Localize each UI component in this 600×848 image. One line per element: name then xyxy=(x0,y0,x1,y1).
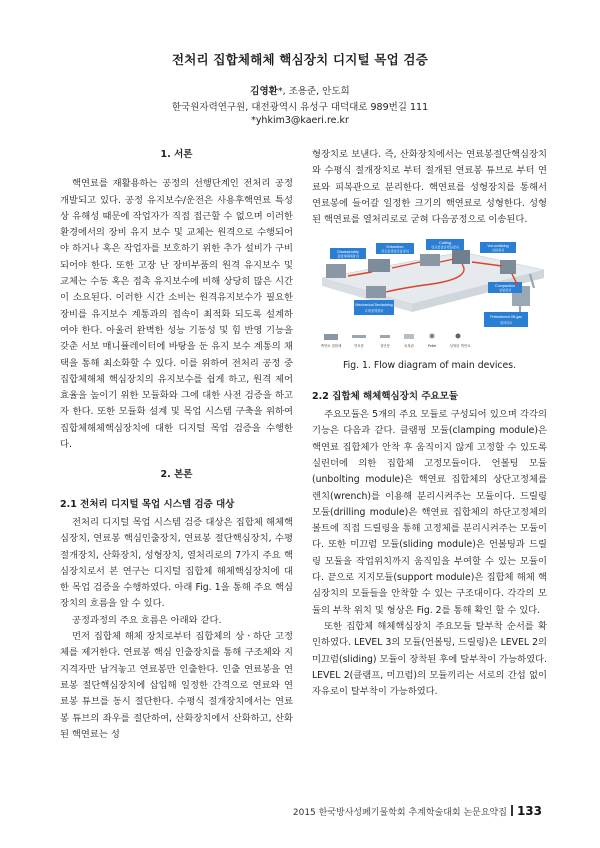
svg-text:성형장치: 성형장치 xyxy=(498,288,512,293)
right-column xyxy=(312,147,547,700)
legend-label: 피복관 xyxy=(404,344,414,349)
device-decladding xyxy=(366,286,386,298)
svg-text:Disassembly: Disassembly xyxy=(337,250,359,255)
corresponding-mark: * xyxy=(277,86,283,97)
section-2-1-paragraph-3-continued: 형장치로 보낸다. 즉, 산화장치에서는 연료봉절단핵심장치와 수평식 절개장치로 부터 절개된 연료봉 튜브로 부터 연료와 피복관으로 분리한다. 핵연료를 성형장치를 통해서 연료봉에 들어갈 일정한 크기의 핵연료로 성형한다. 성형된 핵연료를 열처리로로 굳혀 다음공정으로 이송된다. xyxy=(312,149,547,226)
section-2-1-paragraph-2: 공정과정의 주요 흐름은 아래와 같다. xyxy=(72,614,222,626)
legend-label: Pellet xyxy=(427,344,437,349)
co-authors: , 조용준, 안도희 xyxy=(282,86,350,97)
affiliation: 한국원자력연구원, 대전광역시 유성구 대덕대로 989번길 111 xyxy=(171,102,429,113)
label-box-extraction xyxy=(376,243,414,254)
left-column xyxy=(60,147,293,743)
label-box-disassembly xyxy=(330,248,366,259)
lead-author: 김영환 xyxy=(250,86,278,97)
section-2-1-paragraph-1: 전처리 디지털 목업 시스템 검증 대상은 집합체 해체핵심장치, 연료봉 핵심인출장치, 연료봉 절단핵심장치, 수평절개장치, 산화장치, 성형장치, 열처리로의 7가지 주요 핵심장치로서 본 연구는 디지털 집합체 해체핵심장치에 대한 목업 검증을 수행하였다. 아래 Fig. 1을 통해 주요 핵심장치의 흐름을 알 수 있다. xyxy=(60,516,293,610)
svg-text:수평절개장치: 수평절개장치 xyxy=(364,309,384,314)
label-box-off-gas xyxy=(484,312,528,327)
legend-swatch-compacted xyxy=(456,334,461,339)
svg-text:집합체해체장치: 집합체해체장치 xyxy=(337,254,359,259)
legend-swatch-assembly xyxy=(324,334,338,340)
svg-text:Mechanical Decladding: Mechanical Decladding xyxy=(355,303,393,308)
intro-heading: 1. 서론 xyxy=(160,149,193,160)
label-box-vol-oxidizing xyxy=(480,242,516,253)
device-oxidizer xyxy=(452,250,470,264)
svg-text:산화장치: 산화장치 xyxy=(491,248,505,253)
svg-text:연료봉절단핵심장치: 연료봉절단핵심장치 xyxy=(431,245,459,250)
svg-text:Vol-oxidizing: Vol-oxidizing xyxy=(487,244,509,249)
page-footer xyxy=(293,804,542,818)
legend-swatch-rod xyxy=(352,335,366,338)
flow-diagram-svg xyxy=(312,234,547,354)
svg-text:Cutting: Cutting xyxy=(438,241,452,246)
legend-label: 연료봉 xyxy=(354,344,364,349)
page-number: 133 xyxy=(516,804,542,818)
label-box-decladding xyxy=(354,300,394,315)
author-email: *yhkim3@kaeri.re.kr xyxy=(251,115,349,126)
section-2-2-heading: 2.2 집합체 해체핵심장치 주요모듈 xyxy=(312,390,459,402)
section-2-1-paragraph-3: 먼저 집합체 해체 장치로부터 집합체의 상ㆍ하단 고정체를 제거한다. 연료봉 핵심 인출장치를 통해 구조체와 지지격자만 남겨놓고 연료봉만 인출한다. 인출 연료봉을 연료봉 절단핵심장치에 삽입해 일정한 간격으로 연료와 연료봉 튜브를 동시 절단한다. 수평식 절개장치에서는 연료봉 튜브의 좌우를 절단하여, 산화장치에서 산화하고, 산화된 핵연료는 성 xyxy=(60,631,293,740)
section-2-2-paragraph-1: 주요모듈은 5개의 주요 모듈로 구성되어 있으며 각각의 기능은 다음과 같다. 클램핑 모듈(clamping module)은 핵연료 집합체가 안착 후 움직이지 않게 고정할 수 있도록 실린더에 의한 집합체 고정모듈이다. 언볼팅 모듈(unbolting module)은 핵연료 집합체의 상단고정체를 렌치(wrench)를 이용해 분리시켜주는 모듈이다. 드릴링 모듈(drilling module)은 핵연료 집합체의 하단고정체의 볼트에 직접 드릴링을 통해 고정체를 분리시켜주는 모듈이다. 또한 미끄럼 모듈(sliding module)은 언볼팅과 드릴링 모듈을 작업위치까지 움직임을 부여할 수 있는 모듈이다. 끝으로 지지모듈(support module)은 집합체 해체 핵심장치의 모듈들을 안착할 수 있는 구조대이다. 각각의 모듈의 부착 위치 및 형상은 Fig. 2를 통해 확인 할 수 있다. xyxy=(312,409,547,616)
legend-label: 핵연료 집합체 xyxy=(320,344,342,349)
author-line xyxy=(0,83,600,97)
legend-swatch-cut-rod xyxy=(380,335,390,338)
body-heading: 2. 본론 xyxy=(160,469,193,481)
legend-label: 성형된 핵연료 xyxy=(449,344,471,349)
svg-text:연료봉핵심인출장치: 연료봉핵심인출장치 xyxy=(381,249,409,254)
figure-caption: Fig. 1. Flow diagram of main devices. xyxy=(342,360,517,372)
legend-label: 절단봉 xyxy=(380,344,390,349)
flow-diagram-figure xyxy=(312,234,547,354)
footer-divider xyxy=(511,805,513,816)
section-2-1-heading: 2.1 전처리 디지털 목업 시스템 검증 대상 xyxy=(60,498,235,510)
device-disassembly xyxy=(326,264,346,278)
svg-text:Compaction: Compaction xyxy=(494,284,516,289)
svg-text:Extraction: Extraction xyxy=(386,245,404,250)
device-extraction xyxy=(368,259,390,272)
figure-legend xyxy=(321,334,471,349)
paper-title: 전처리 집합체해체 핵심장치 디지털 목업 검증 xyxy=(172,52,428,67)
legend-swatch-pellet xyxy=(430,334,435,339)
section-2-2-paragraph-2: 또한 집합체 해체핵심장치 주요모듈 탈부착 순서를 확인하였다. LEVEL 3의 모듈(언볼팅, 드릴링)은 LEVEL 2의 미끄럼(sliding) 모듈이 장착된 후에 탈부착이 가능하였다. LEVEL 2(클램프, 미끄럼)의 모듈끼리는 서로의 간섭 없이 자유로이 탈부착이 가능하였다. xyxy=(312,620,547,698)
device-cutting xyxy=(420,254,440,266)
intro-paragraph: 핵연료를 재활용하는 공정의 선행단계인 전처리 공정 개발되고 있다. 공정 유지보수/운전은 사용후핵연료 특성상 유해성 때문에 작업자가 직접 접근할 수 없으며 이러한 환경에서의 장비 유지 보수 및 교체는 원격으로 수행되어야 하거나 혹은 작업자를 보호하기 위한 추가 설비가 구비되어야 한다. 또한 고장 난 장비부품의 원격 유지보수 및 교체는 수동 혹은 접촉 유지보수에 비해 상당히 많은 시간이 소요된다. 이러한 시간 소비는 원격유지보수가 필요한 장비를 유지보수 계통과의 접속이 최적화 되도록 설계하여야 한다. 아울러 완벽한 성능 기동성 및 힘 반영 기능을 갖춘 서보 매니퓰레이터에 바탕을 둔 유지 보수 계통의 채택을 통해 최소화할 수 있다. 이를 위하여 전처리 공정 중 집합체해체 핵심장치의 유지보수를 쉽게 하고, 원격 제어 효율을 높이기 위한 모듈화와 그에 대한 사전 검증을 하고자 한다. 또한 모듈화 설계 및 목업 시스템 구축을 위하여 집합체해체핵심장치에 대한 디지털 목업 검증을 수행한다. xyxy=(60,178,293,451)
legend-swatch-cladding xyxy=(404,334,414,339)
svg-text:열처리로: 열처리로 xyxy=(499,321,513,326)
label-box-cutting xyxy=(426,239,464,250)
footer-text: 2015 한국방사성폐기물학회 추계학술대회 논문요약집 xyxy=(292,808,507,818)
svg-text:Pretreatment Off-gas: Pretreatment Off-gas xyxy=(490,315,522,320)
device-compaction xyxy=(500,260,516,274)
